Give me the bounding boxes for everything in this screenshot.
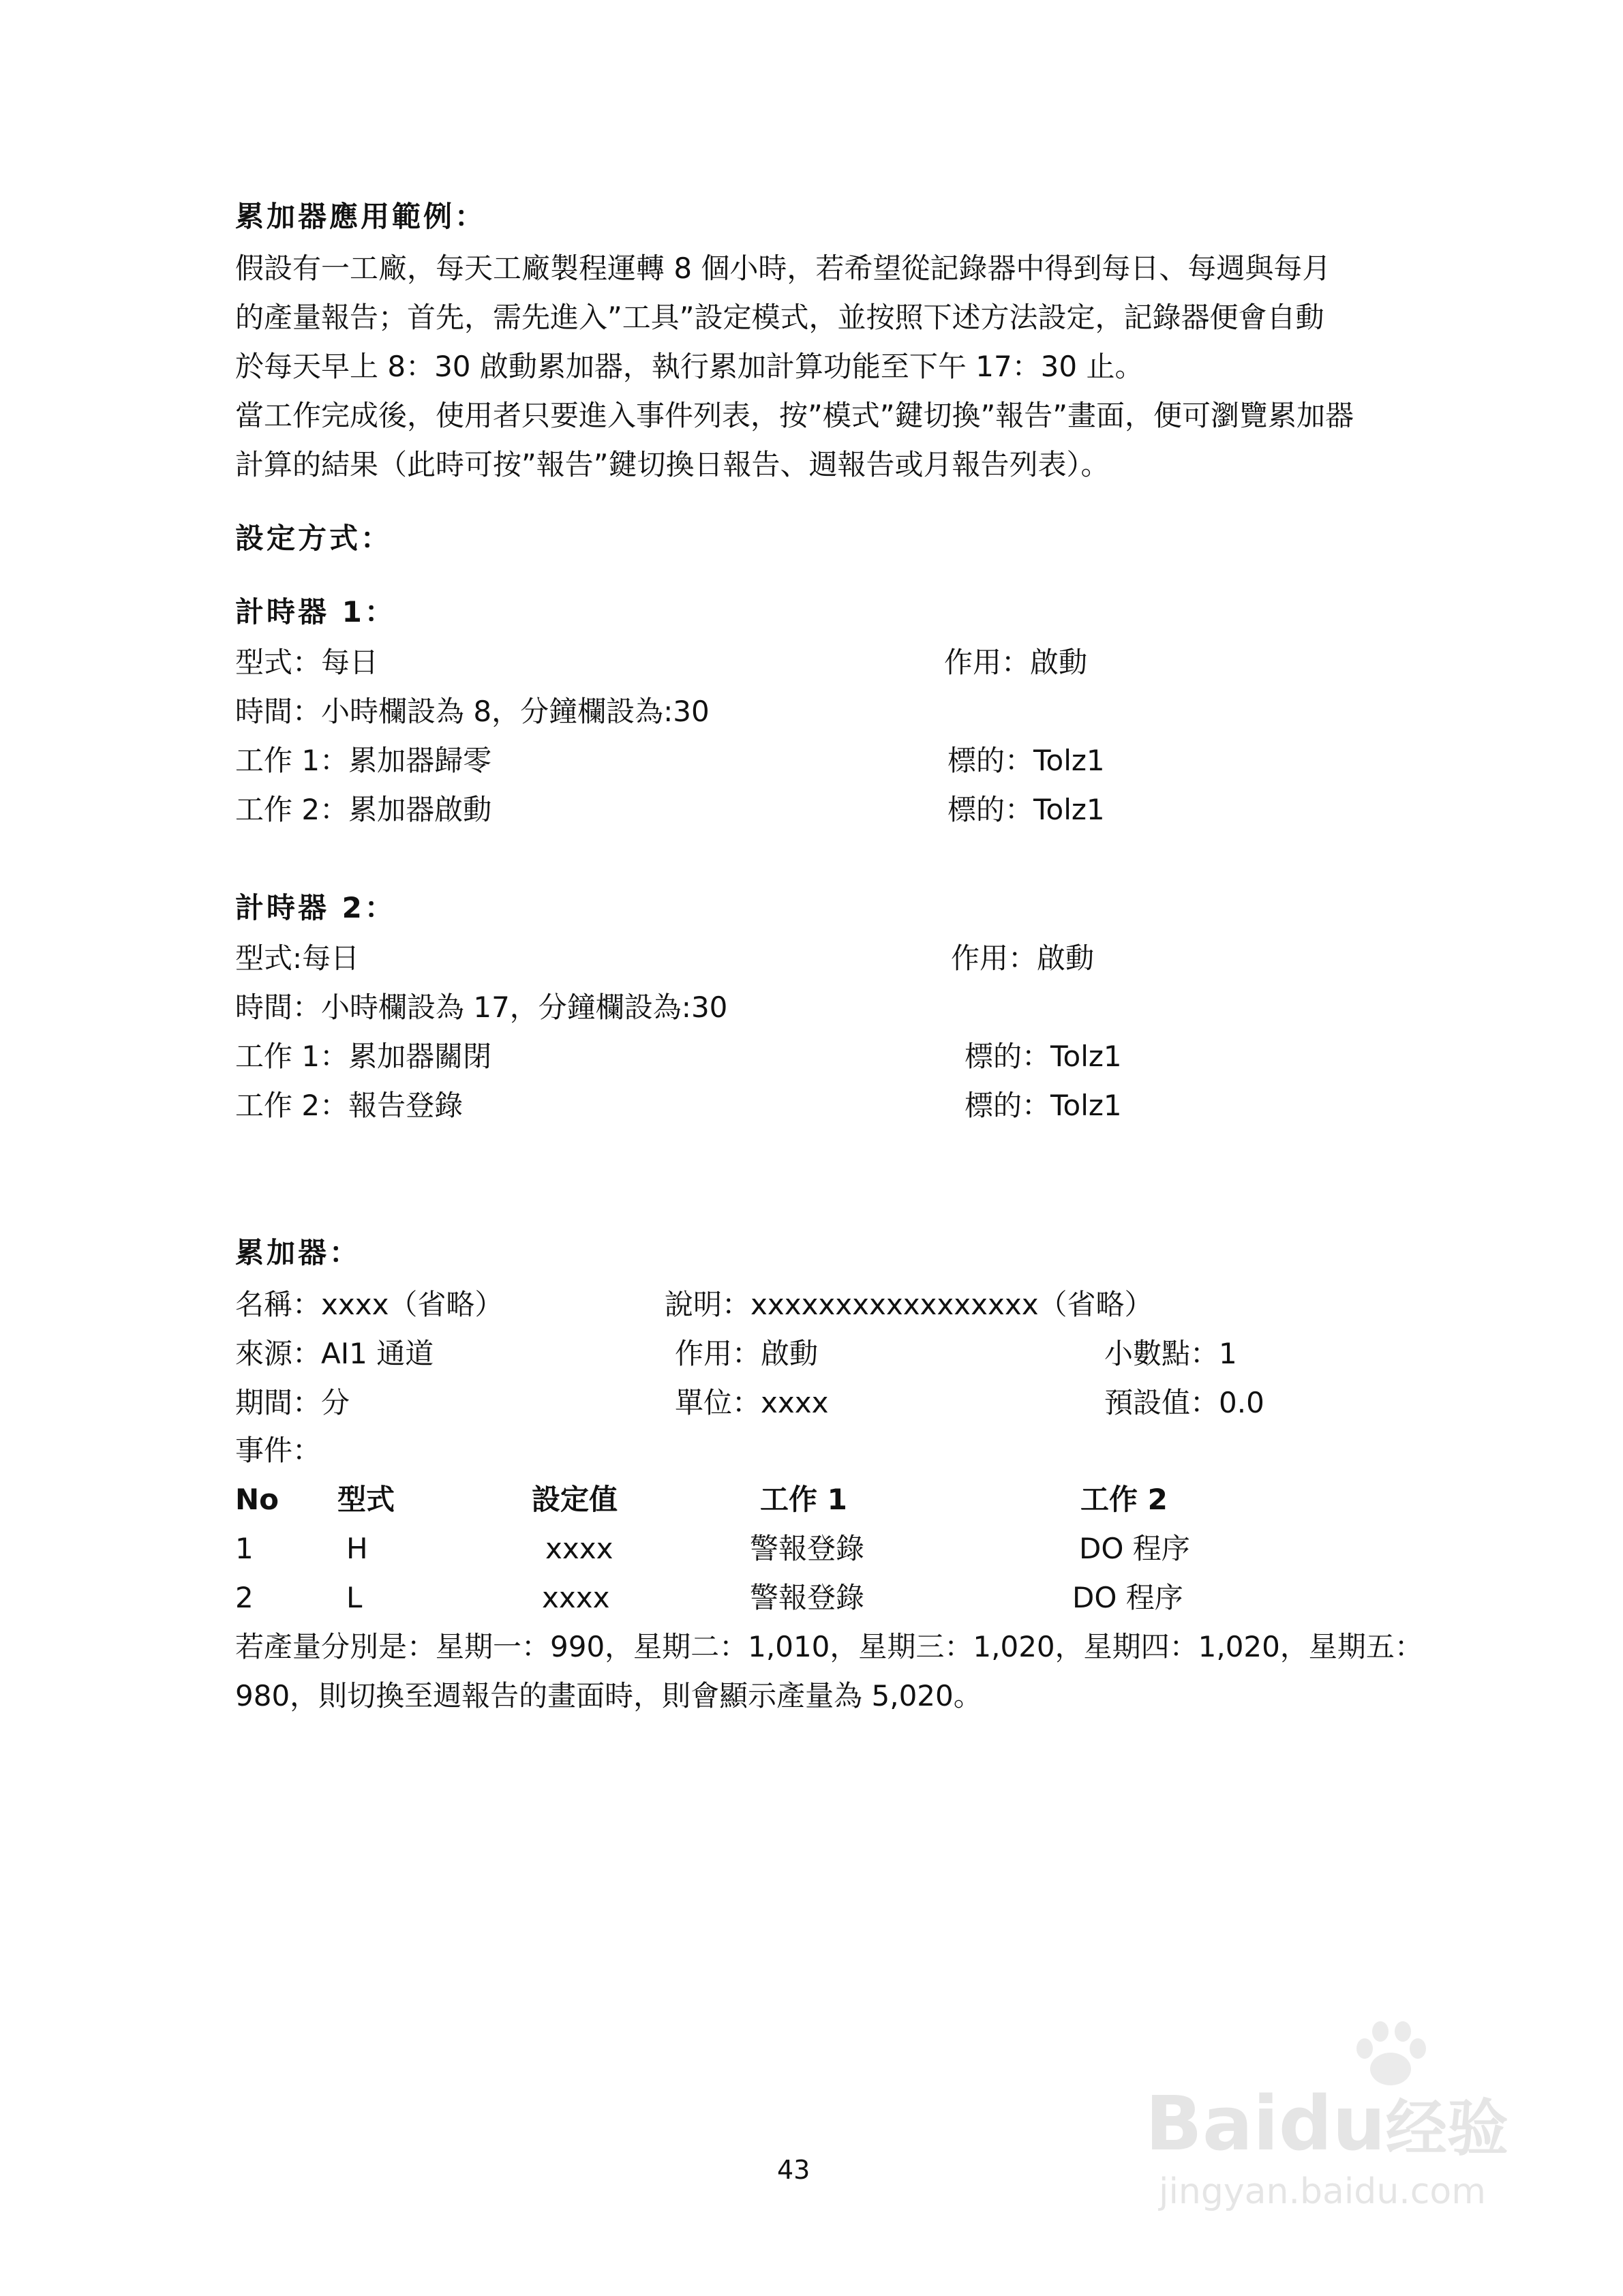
paragraph-line: 當工作完成後，使用者只要進入事件列表，按”模式”鍵切換”報告”畫面，便可瀏覽累加器: [235, 399, 1354, 432]
paragraph-line: 計算的結果（此時可按”報告”鍵切換日報告、週報告或月報告列表）。: [235, 448, 1110, 481]
paragraph-line: 於每天早上 8：30 啟動累加器，執行累加計算功能至下午 17：30 止。: [235, 350, 1144, 383]
timer1-action: 作用：啟動: [944, 646, 1088, 679]
paragraph-line: 的產量報告；首先，需先進入”工具”設定模式，並按照下述方法設定，記錄器便會自動: [235, 301, 1324, 334]
timer1-job2-target: 標的：Tolz1: [947, 793, 1105, 826]
watermark-suffix: 经验: [1385, 2093, 1508, 2164]
timer1-job2: 工作 2：累加器啟動: [235, 793, 492, 826]
col-header-type: 型式: [337, 1483, 395, 1516]
timer2-job1: 工作 1：累加器關閉: [235, 1040, 492, 1073]
col-header-job2: 工作 2: [1080, 1483, 1168, 1516]
accumulator-heading: 累加器：: [235, 1236, 361, 1269]
cell-no: 2: [235, 1581, 254, 1614]
timer1-job1-target: 標的：Tolz1: [947, 744, 1105, 777]
timer1-heading: 計時器 1：: [235, 595, 396, 629]
timer2-type: 型式:每日: [235, 941, 360, 975]
cell-no: 1: [235, 1532, 254, 1565]
cell-job2: DO 程序: [1079, 1532, 1190, 1565]
cell-setpoint: xxxx: [545, 1532, 613, 1565]
baidu-watermark: [1145, 2018, 1554, 2222]
timer2-job2: 工作 2：報告登錄: [235, 1089, 464, 1122]
timer2-time: 時間：小時欄設為 17，分鐘欄設為:30: [235, 991, 728, 1024]
cell-job1: 警報登錄: [750, 1581, 865, 1614]
accumulator-unit: 單位：xxxx: [675, 1386, 829, 1419]
watermark-brand: Bai: [1145, 2080, 1279, 2167]
timer1-job1: 工作 1：累加器歸零: [235, 744, 492, 777]
watermark-brand-du: du: [1278, 2080, 1386, 2167]
cell-job1: 警報登錄: [750, 1532, 865, 1565]
accumulator-source: 來源：AI1 通道: [235, 1337, 434, 1370]
accumulator-desc: 說明：xxxxxxxxxxxxxxxxx（省略）: [665, 1288, 1153, 1321]
accumulator-period: 期間：分: [235, 1386, 350, 1419]
accumulator-decimal: 小數點：1: [1104, 1337, 1237, 1370]
accumulator-name: 名稱：xxxx（省略）: [235, 1288, 504, 1321]
col-header-job1: 工作 1: [760, 1483, 847, 1516]
timer1-time: 時間：小時欄設為 8，分鐘欄設為:30: [235, 695, 710, 728]
col-header-setpoint: 設定值: [532, 1483, 618, 1516]
timer2-job2-target: 標的：Tolz1: [965, 1089, 1122, 1122]
cell-job2: DO 程序: [1072, 1581, 1183, 1614]
page-number: 43: [777, 2155, 810, 2185]
cell-type: H: [346, 1532, 368, 1565]
accumulator-action: 作用：啟動: [675, 1337, 819, 1370]
cell-type: L: [346, 1581, 363, 1614]
timer2-job1-target: 標的：Tolz1: [965, 1040, 1122, 1073]
events-label: 事件：: [235, 1434, 322, 1467]
accumulator-default: 預設值：0.0: [1104, 1386, 1264, 1419]
timer2-action: 作用：啟動: [951, 941, 1095, 975]
setup-heading: 設定方式：: [235, 522, 393, 555]
col-header-no: No: [235, 1483, 279, 1516]
summary-line: 若產量分別是：星期一：990，星期二：1,010，星期三：1,020，星期四：1,020，星期五：: [235, 1630, 1423, 1663]
summary-line: 980，則切換至週報告的畫面時，則會顯示產量為 5,020。: [235, 1679, 982, 1712]
timer1-type: 型式：每日: [235, 646, 379, 679]
timer2-heading: 計時器 2：: [235, 891, 396, 924]
section-heading-accumulator-example: 累加器應用範例：: [235, 200, 487, 233]
cell-setpoint: xxxx: [542, 1581, 610, 1614]
watermark-url: jingyan.baidu.com: [1159, 2171, 1486, 2212]
paragraph-line: 假設有一工廠，每天工廠製程運轉 8 個小時，若希望從記錄器中得到每日、每週與每月: [235, 252, 1331, 285]
